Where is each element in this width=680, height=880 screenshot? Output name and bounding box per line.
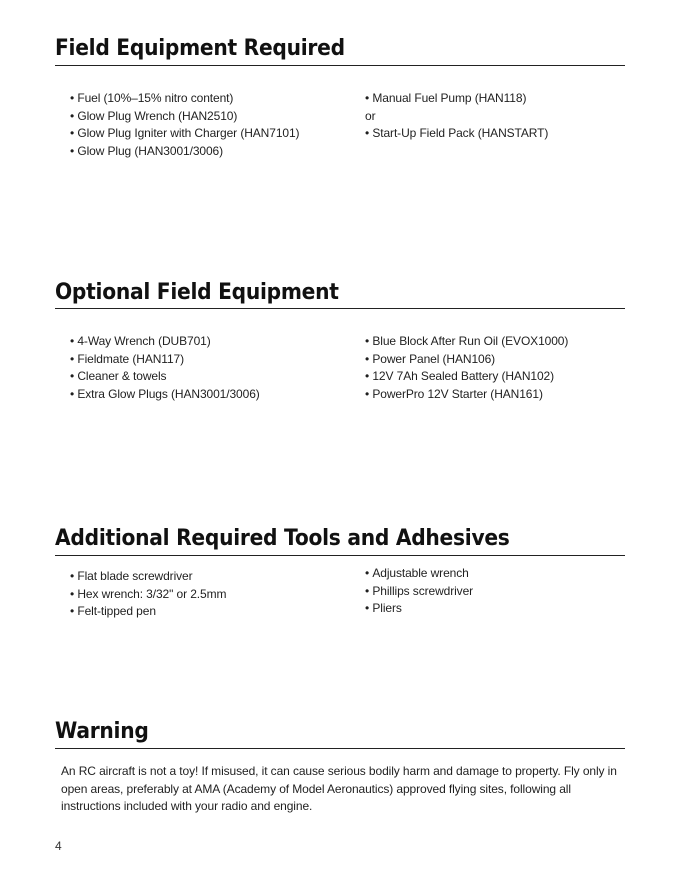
list-item: • Cleaner & towels bbox=[70, 368, 260, 386]
list-item: • Glow Plug Wrench (HAN2510) bbox=[70, 108, 299, 126]
section-divider bbox=[55, 748, 625, 749]
field-required-left-list bbox=[70, 90, 299, 160]
list-item: • Extra Glow Plugs (HAN3001/3006) bbox=[70, 386, 260, 404]
list-item: • Start-Up Field Pack (HANSTART) bbox=[365, 125, 548, 143]
list-item: • Felt-tipped pen bbox=[70, 603, 226, 621]
or-separator: or bbox=[365, 108, 376, 123]
list-item: • Power Panel (HAN106) bbox=[365, 351, 568, 369]
list-item: • PowerPro 12V Starter (HAN161) bbox=[365, 386, 568, 404]
optional-field-equipment-heading: Optional Field Equipment bbox=[55, 280, 339, 305]
optional-right-list bbox=[365, 333, 568, 403]
list-item: • 4-Way Wrench (DUB701) bbox=[70, 333, 260, 351]
list-item: • Hex wrench: 3/32" or 2.5mm bbox=[70, 586, 226, 604]
section-divider bbox=[55, 555, 625, 556]
field-equipment-required-heading: Field Equipment Required bbox=[55, 36, 345, 61]
optional-left-list bbox=[70, 333, 260, 403]
page-number: 4 bbox=[55, 839, 62, 853]
warning-text: An RC aircraft is not a toy! If misused, it can cause serious bodily harm and damage to property. Fly only in open areas, preferably at AMA (Academy of Model Aeronautics) approved flying sites, following all instructions included with your radio and engine. bbox=[61, 764, 617, 814]
list-item: • Adjustable wrench bbox=[365, 565, 473, 583]
list-item: • Manual Fuel Pump (HAN118) bbox=[365, 90, 548, 108]
list-item: • Blue Block After Run Oil (EVOX1000) bbox=[365, 333, 568, 351]
section-divider bbox=[55, 308, 625, 309]
section-divider bbox=[55, 65, 625, 66]
list-item: • Flat blade screwdriver bbox=[70, 568, 226, 586]
list-item: • Glow Plug (HAN3001/3006) bbox=[70, 143, 299, 161]
list-item: • 12V 7Ah Sealed Battery (HAN102) bbox=[365, 368, 568, 386]
list-item: • Fuel (10%–15% nitro content) bbox=[70, 90, 299, 108]
list-item: • Fieldmate (HAN117) bbox=[70, 351, 260, 369]
warning-heading: Warning bbox=[55, 719, 149, 744]
list-item: • Pliers bbox=[365, 600, 473, 618]
tools-right-list bbox=[365, 565, 473, 618]
field-required-right-list bbox=[365, 90, 548, 143]
tools-adhesives-heading: Additional Required Tools and Adhesives bbox=[55, 526, 510, 551]
list-item: • Phillips screwdriver bbox=[365, 583, 473, 601]
tools-left-list bbox=[70, 568, 226, 621]
list-item: • Glow Plug Igniter with Charger (HAN7101) bbox=[70, 125, 299, 143]
